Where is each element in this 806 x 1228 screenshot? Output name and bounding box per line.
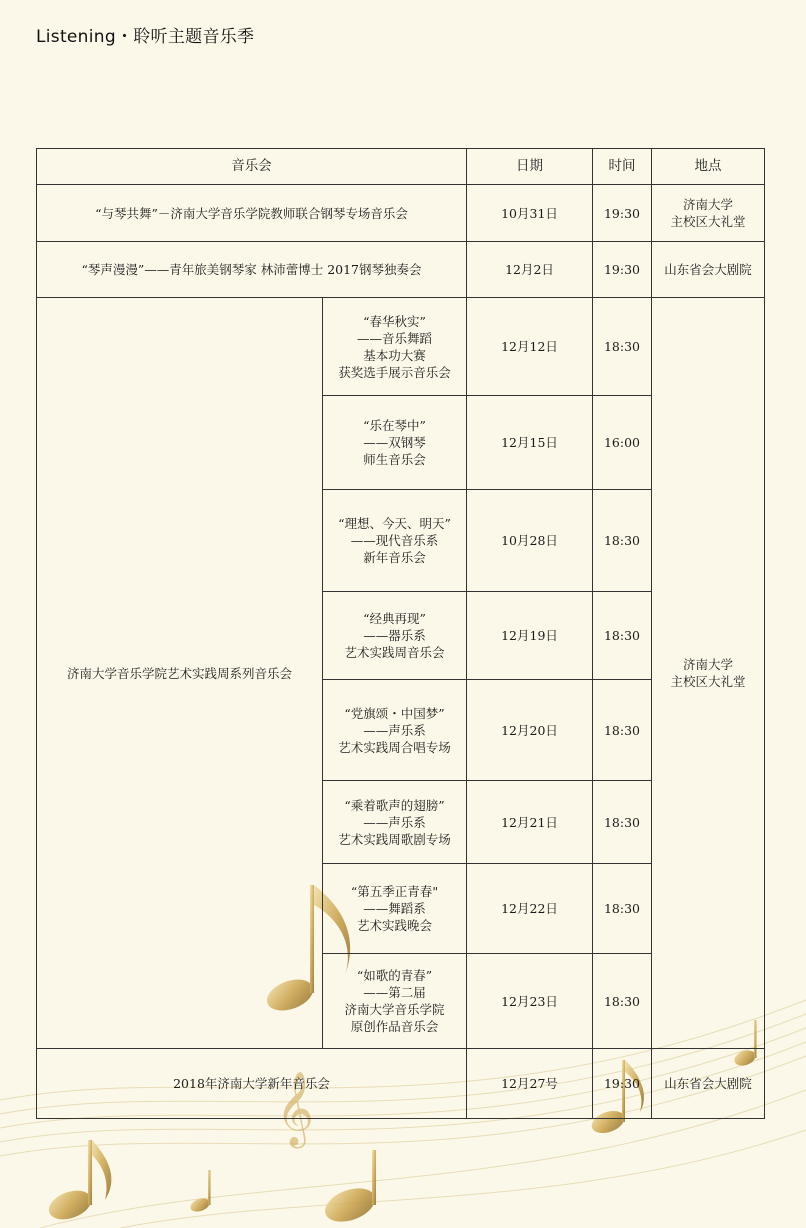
series-event-date: 12月23日 bbox=[467, 954, 593, 1049]
concert-name: “琴声漫漫”——青年旅美钢琴家 林沛蕾博士 2017钢琴独奏会 bbox=[37, 242, 467, 298]
series-event-time: 18:30 bbox=[593, 680, 652, 781]
table-row bbox=[37, 1049, 765, 1119]
concert-time: 19:30 bbox=[593, 185, 652, 242]
series-event-time: 18:30 bbox=[593, 781, 652, 864]
series-event-title: “如歌的青春” ——第二届 济南大学音乐学院 原创作品音乐会 bbox=[323, 954, 467, 1049]
page-title: Listening・聆听主题音乐季 bbox=[36, 27, 255, 47]
concert-date: 12月2日 bbox=[467, 242, 593, 298]
series-event-date: 10月28日 bbox=[467, 490, 593, 592]
concert-venue: 济南大学 主校区大礼堂 bbox=[652, 185, 765, 242]
header-time: 时间 bbox=[593, 149, 652, 185]
header-concert: 音乐会 bbox=[37, 149, 467, 185]
concert-schedule-table bbox=[36, 148, 765, 1119]
series-event-time: 18:30 bbox=[593, 298, 652, 396]
table-header-row bbox=[37, 149, 765, 185]
series-event-time: 18:30 bbox=[593, 490, 652, 592]
series-event-time: 18:30 bbox=[593, 592, 652, 680]
series-event-date: 12月15日 bbox=[467, 396, 593, 490]
concert-name: 2018年济南大学新年音乐会 bbox=[37, 1049, 467, 1119]
series-event-time: 16:00 bbox=[593, 396, 652, 490]
series-event-title: “春华秋实” ——音乐舞蹈 基本功大赛 获奖选手展示音乐会 bbox=[323, 298, 467, 396]
series-event-title: “经典再现” ——器乐系 艺术实践周音乐会 bbox=[323, 592, 467, 680]
concert-venue: 山东省会大剧院 bbox=[652, 242, 765, 298]
table-row bbox=[37, 298, 765, 396]
table-row bbox=[37, 242, 765, 298]
concert-time: 19:30 bbox=[593, 1049, 652, 1119]
series-event-title: “乐在琴中” ——双钢琴 师生音乐会 bbox=[323, 396, 467, 490]
series-event-title: “党旗颂・中国梦” ——声乐系 艺术实践周合唱专场 bbox=[323, 680, 467, 781]
series-event-title: “乘着歌声的翅膀” ——声乐系 艺术实践周歌剧专场 bbox=[323, 781, 467, 864]
table-row bbox=[37, 185, 765, 242]
series-event-date: 12月21日 bbox=[467, 781, 593, 864]
header-date: 日期 bbox=[467, 149, 593, 185]
series-name: 济南大学音乐学院艺术实践周系列音乐会 bbox=[37, 298, 323, 1049]
series-event-date: 12月22日 bbox=[467, 864, 593, 954]
series-event-date: 12月20日 bbox=[467, 680, 593, 781]
series-event-title: “第五季正青春" ——舞蹈系 艺术实践晚会 bbox=[323, 864, 467, 954]
concert-name: “与琴共舞”－济南大学音乐学院教师联合钢琴专场音乐会 bbox=[37, 185, 467, 242]
series-event-time: 18:30 bbox=[593, 954, 652, 1049]
concert-date: 12月27号 bbox=[467, 1049, 593, 1119]
concert-venue: 山东省会大剧院 bbox=[652, 1049, 765, 1119]
concert-time: 19:30 bbox=[593, 242, 652, 298]
svg-text:𝄞: 𝄞 bbox=[276, 1072, 314, 1146]
header-venue: 地点 bbox=[652, 149, 765, 185]
series-event-title: “理想、今天、明天” ——现代音乐系 新年音乐会 bbox=[323, 490, 467, 592]
series-event-date: 12月19日 bbox=[467, 592, 593, 680]
series-event-date: 12月12日 bbox=[467, 298, 593, 396]
concert-date: 10月31日 bbox=[467, 185, 593, 242]
series-event-time: 18:30 bbox=[593, 864, 652, 954]
series-venue: 济南大学 主校区大礼堂 bbox=[652, 298, 765, 1049]
